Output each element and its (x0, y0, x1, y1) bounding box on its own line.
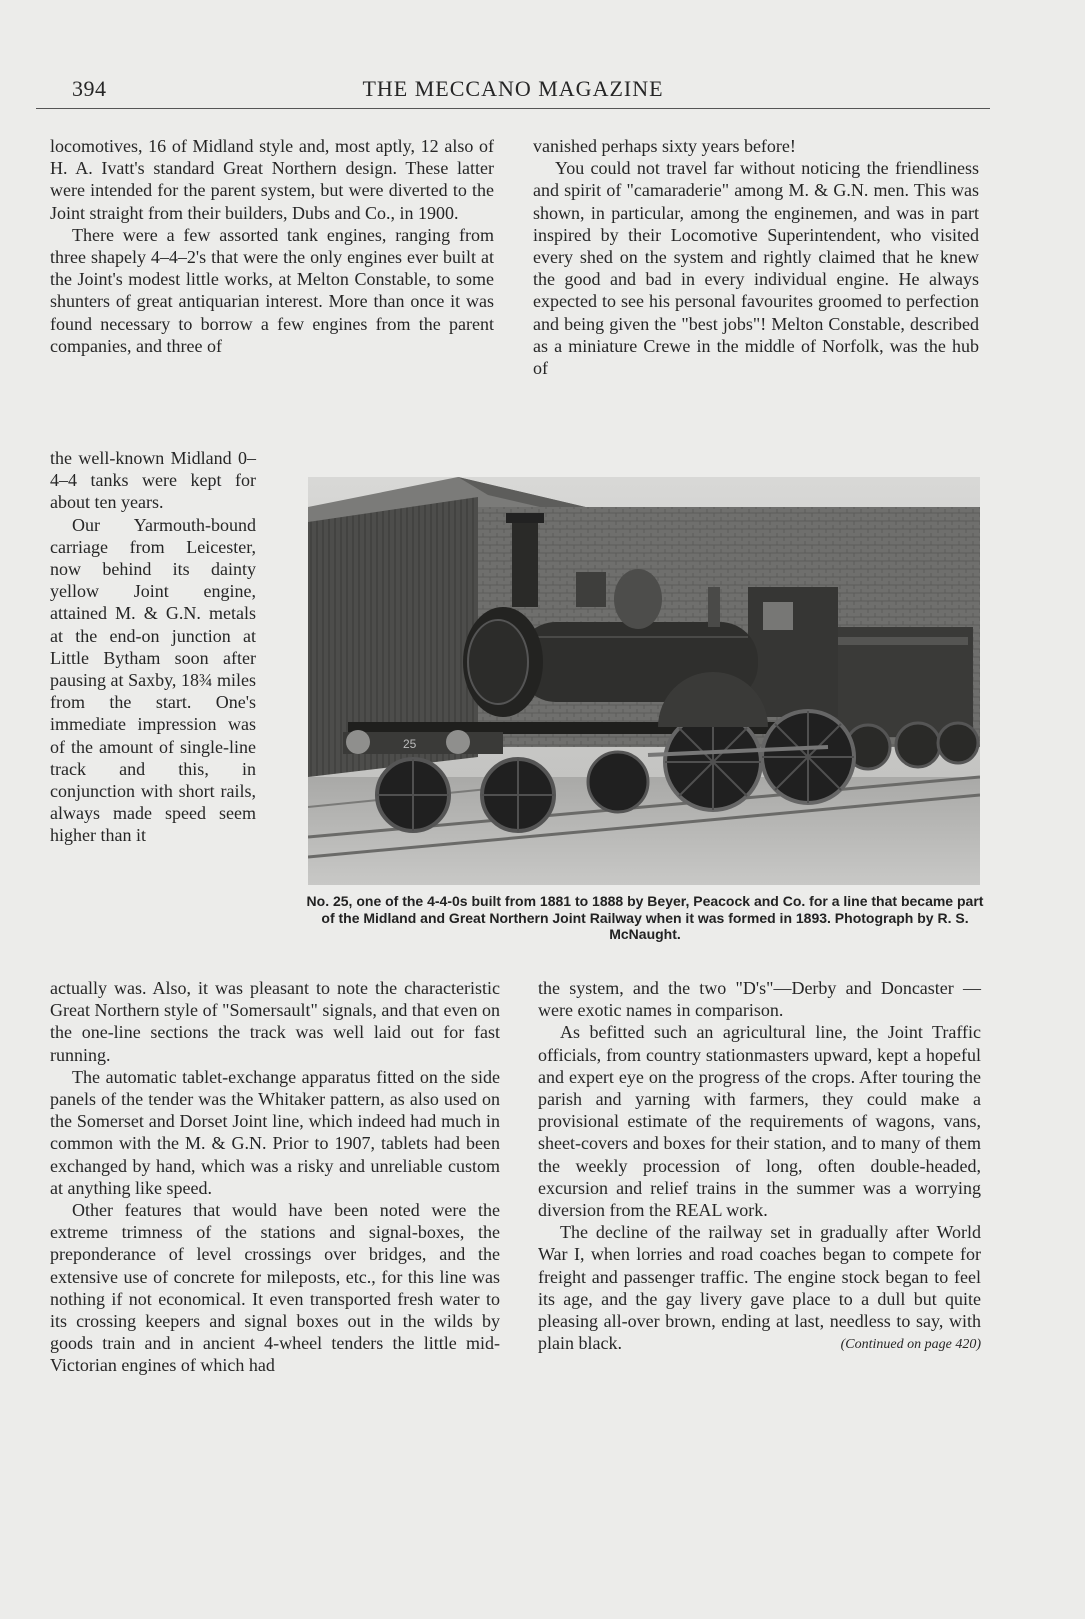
paragraph: the system, and the two "D's"—Derby and Doncaster — were exotic names in comparison. (538, 978, 981, 1021)
paragraph (538, 1221, 981, 1354)
paragraph-text: The decline of the railway set in gradually after World War I, when lorries and road coaches began to compete for freight and passenger traffic. The engine stock began to feel its age, and the gay livery gave place to a dull but quite pleasing all-over brown, ending at last, needless to say, with plain black. (538, 1222, 981, 1354)
photo-caption: No. 25, one of the 4-4-0s built from 1881 to 1888 by Beyer, Peacock and Co. for a line that became part of the Midland and Great Northern Joint Railway when it was formed in 1893. Photograph by R. S. McNaught. (306, 893, 984, 942)
engine-number: 25 (403, 737, 417, 751)
continued-note: (Continued on page 420) (840, 1337, 981, 1353)
paragraph: There were a few assorted tank engines, ranging from three shapely 4–4–2's that were the only engines ever built at the Joint's modest little works, at Melton Constable, to some shunters of great antiquarian interest. More than once it was found necessary to borrow a few engines from the parent companies, and three of (50, 224, 494, 356)
paragraph: Our Yarmouth-bound carriage from Leicester, now behind its dainty yellow Joint engine, attained M. & G.N. metals at the end-on junction at Little Bytham soon after pausing at Saxby, 18¾ miles from the start. One's immediate impression was of the amount of single-line track and this, in conjunction with short rails, always made speed seem higher than it (50, 514, 256, 846)
paragraph: Other features that would have been noted were the extreme trimness of the stations and signal-boxes, the preponderance of level crossings over bridges, and the extensive use of concrete for mileposts, etc., for this line was nothing if not economical. It even transported fresh water to its crossing keepers and signal boxes out in the wilds by goods train and in ancient 4-wheel tenders the little mid-Victorian engines of which had (50, 1200, 500, 1376)
left-column-top (50, 135, 494, 357)
locomotive-photo (308, 477, 980, 885)
paragraph: vanished perhaps sixty years before! (533, 136, 796, 156)
paragraph: locomotives, 16 of Midland style and, most aptly, 12 also of H. A. Ivatt's standard Great Northern design. These latter were intended for the parent system, but were diverted to the Joint straight from their builders, Dubs and Co., in 1900. (50, 136, 494, 223)
right-column-bottom (538, 977, 981, 1356)
left-column-bottom (50, 977, 500, 1377)
right-column-top (533, 135, 979, 379)
page-header (36, 74, 990, 109)
paragraph: You could not travel far without noticing the friendliness and spirit of "camaraderie" among M. & G.N. men. This was shown, in particular, among the enginemen, and was in part inspired by their Locomotive Superintendent, who visited every shed on the system and rightly claimed that he knew the good and bad in every individual engine. He always expected to see his personal favourites groomed to perfection and being given the "best jobs"! Melton Constable, described as a miniature Crewe in the middle of Norfolk, was the hub of (533, 158, 979, 379)
left-narrow-column (50, 447, 256, 847)
paragraph: the well-known Midland 0–4–4 tanks were kept for about ten years. (50, 448, 256, 513)
paragraph: The automatic tablet-exchange apparatus fitted on the side panels of the tender was the Whitaker pattern, as also used on the Somerset and Dorset Joint line, which indeed had much in common with the M. & G.N. Prior to 1907, tablets had been exchanged by hand, which was a risky and unreliable custom at anything like speed. (50, 1066, 500, 1198)
page-number: 394 (72, 76, 107, 101)
magazine-title: THE MECCANO MAGAZINE (362, 76, 664, 101)
paragraph: actually was. Also, it was pleasant to note the characteristic Great Northern style of "Somersault" signals, and that even on the one-line sections the track was well laid out for fast running. (50, 978, 500, 1065)
paragraph: As befitted such an agricultural line, the Joint Traffic officials, from country stationmasters upward, kept a hopeful and expert eye on the progress of the crops. After touring the parish and yarning with farmers, they could make a provisional estimate of the requirements of wagons, vans, sheet-covers and boxes for their station, and to many of them the weekly procession of long, often double-headed, excursion and relief trains in the summer was a worrying diversion from the REAL work. (538, 1022, 981, 1221)
locomotive-illustration (308, 477, 980, 885)
